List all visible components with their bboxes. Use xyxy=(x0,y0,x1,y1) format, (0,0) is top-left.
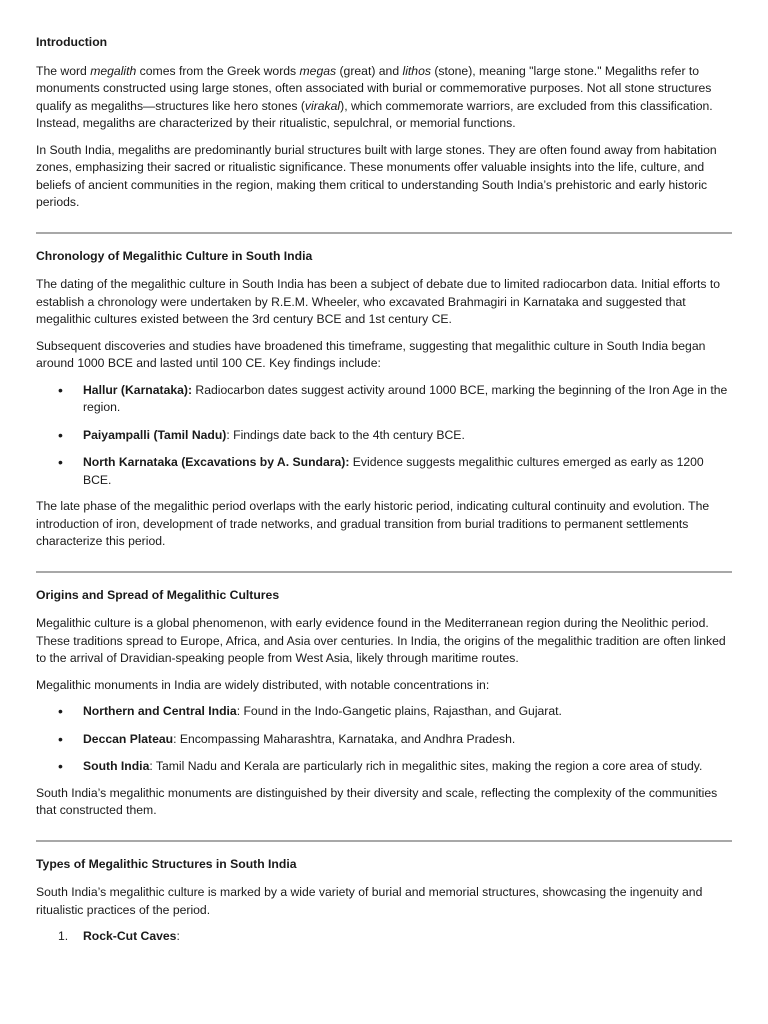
list-item: • Paiyampalli (Tamil Nadu): Findings date back to the 4th century BCE. xyxy=(36,427,732,445)
paragraph: Megalithic monuments in India are widely distributed, with notable concentrations in: xyxy=(36,677,490,692)
paragraph: The dating of the megalithic culture in South India has been a subject of debate due to limited radiocarbon data. Initial efforts to establish a chronology were undertaken by R.E.M. Wheeler, who excavated Brahmagiri in Karnataka and suggested that megalithic cultures existed between the 3rd century BCE and 1st century CE. xyxy=(36,277,721,326)
section-divider xyxy=(36,571,732,573)
list-item: • South India: Tamil Nadu and Kerala are particularly rich in megalithic sites, making the region a core area of study. xyxy=(36,758,732,776)
bullet-list xyxy=(36,382,732,490)
paragraph: The late phase of the megalithic period overlaps with the early historic period, indicating cultural continuity and evolution. The introduction of iron, development of trade networks, and gradual transition from burial traditions to permanent settlements characterize this period. xyxy=(36,499,710,548)
paragraph: In South India, megaliths are predominantly burial structures built with large stones. They are often found away from habitation zones, emphasizing their sacred or ritualistic significance. These monuments offer valuable insights into the life, culture, and beliefs of ancient communities in the region, making them critical to understanding South India’s prehistoric and early historic periods. xyxy=(36,142,717,209)
section-origins xyxy=(36,587,732,820)
section-heading: Introduction xyxy=(36,35,108,49)
section-heading: Chronology of Megalithic Culture in South India xyxy=(36,248,313,263)
section-heading: Types of Megalithic Structures in South India xyxy=(36,856,297,871)
list-item: • North Karnataka (Excavations by A. Sundara): Evidence suggests megalithic cultures emerged as early as 1200 BCE. xyxy=(36,454,732,489)
paragraph: Subsequent discoveries and studies have broadened this timeframe, suggesting that megalithic culture in South India began around 1000 BCE and lasted until 100 CE. Key findings include: xyxy=(36,338,706,370)
paragraph: South India’s megalithic culture is marked by a wide variety of burial and memorial structures, showcasing the ingenuity and ritualistic practices of the period. xyxy=(36,885,703,917)
section-divider xyxy=(36,840,732,842)
paragraph: South India’s megalithic monuments are distinguished by their diversity and scale, reflecting the complexity of the communities that constructed them. xyxy=(36,785,718,817)
list-item: • Deccan Plateau: Encompassing Maharashtra, Karnataka, and Andhra Pradesh. xyxy=(36,731,732,749)
section-chronology xyxy=(36,248,732,551)
section-introduction xyxy=(36,34,732,212)
section-types xyxy=(36,856,732,946)
section-divider xyxy=(36,232,732,234)
list-item: • Northern and Central India: Found in the Indo-Gangetic plains, Rajasthan, and Gujarat. xyxy=(36,703,732,721)
numbered-list xyxy=(36,928,732,946)
bullet-list xyxy=(36,703,732,776)
paragraph: Megalithic culture is a global phenomenon, with early evidence found in the Mediterranean region during the Neolithic period. These traditions spread to Europe, Africa, and Asia over centuries. In India, the origins of the megalithic tradition are often linked to the arrival of Dravidian-speaking people from West Asia, likely through maritime routes. xyxy=(36,616,726,665)
list-item: 1. Rock-Cut Caves: xyxy=(58,929,180,943)
section-heading: Origins and Spread of Megalithic Cultures xyxy=(36,587,280,602)
paragraph: The word megalith comes from the Greek words megas (great) and lithos (stone), meaning "large stone." Megaliths refer to monuments constructed using large stones, often associated with burial or commemorative purposes. Not all stone structures qualify as megaliths—structures like hero stones (virakal), which commemorate warriors, are excluded from this classification. Instead, megaliths are characterized by their ritualistic, sepulchral, or memorial functions. xyxy=(36,63,713,130)
list-item: • Hallur (Karnataka): Radiocarbon dates suggest activity around 1000 BCE, marking the beginning of the Iron Age in the region. xyxy=(36,382,732,417)
